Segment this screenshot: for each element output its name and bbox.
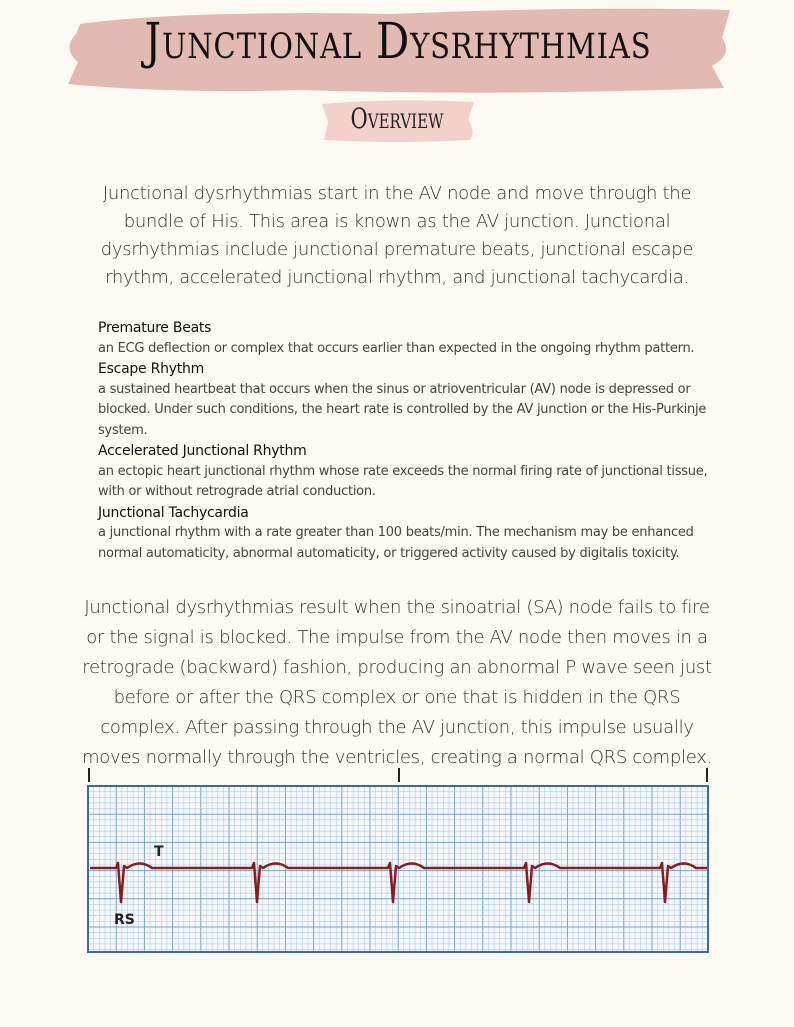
page-title: Junctional Dysrhythmias [144, 12, 652, 70]
page-subtitle: Overview [350, 102, 444, 135]
definition-text: an ectopic heart junctional rhythm whose rate exceeds the normal firing rate of junctional tissue, with or without retrograde atrial conduction. [98, 463, 708, 499]
definition-item [98, 318, 718, 359]
ecg-strip [80, 760, 720, 960]
definition-term: Junctional Tachycardia [98, 504, 249, 521]
t-wave-label: T [154, 844, 164, 860]
definition-term: Premature Beats [98, 320, 212, 336]
outro-paragraph: Junctional dysrhythmias result when the sinoatrial (SA) node fails to fire or the signal is blocked. The impulse from the AV node then moves in a retrograde (backward) fashion, producing an abnormal P wave seen just before or after the QRS complex or one that is hidden in the QRS complex. After passing through the AV junction, this impulse usually moves normally through the ventricles, creating a normal QRS complex. [82, 597, 712, 768]
definition-text: a sustained heartbeat that occurs when the sinus or atrioventricular (AV) node is depressed or blocked. Under such conditions, the heart rate is controlled by the AV junction or the His-Purkinje system. [98, 381, 707, 438]
definition-text: a junctional rhythm with a rate greater than 100 beats/min. The mechanism may be enhanced normal automaticity, abnormal automaticity, or triggered activity caused by digitalis toxicity. [98, 525, 694, 561]
definition-item [98, 441, 718, 503]
definition-term: Escape Rhythm [98, 361, 205, 377]
subtitle-banner [318, 98, 476, 144]
intro-paragraph: Junctional dysrhythmias start in the AV node and move through the bundle of His. This area is known as the AV junction. Junctional dysrhythmias include junctional premature beats, junctional escape rhythm, accelerated junctional rhythm, and junctional tachycardia. [100, 183, 694, 288]
rs-complex-label: RS [114, 912, 135, 928]
definition-text: an ECG deflection or complex that occurs earlier than expected in the ongoing rhythm pattern. [98, 340, 695, 356]
definition-item [98, 503, 718, 565]
definition-term: Accelerated Junctional Rhythm [98, 443, 307, 459]
title-banner [62, 4, 734, 96]
ecg-strip-image [80, 760, 720, 960]
definitions-list [98, 318, 718, 564]
definition-item [98, 359, 718, 441]
